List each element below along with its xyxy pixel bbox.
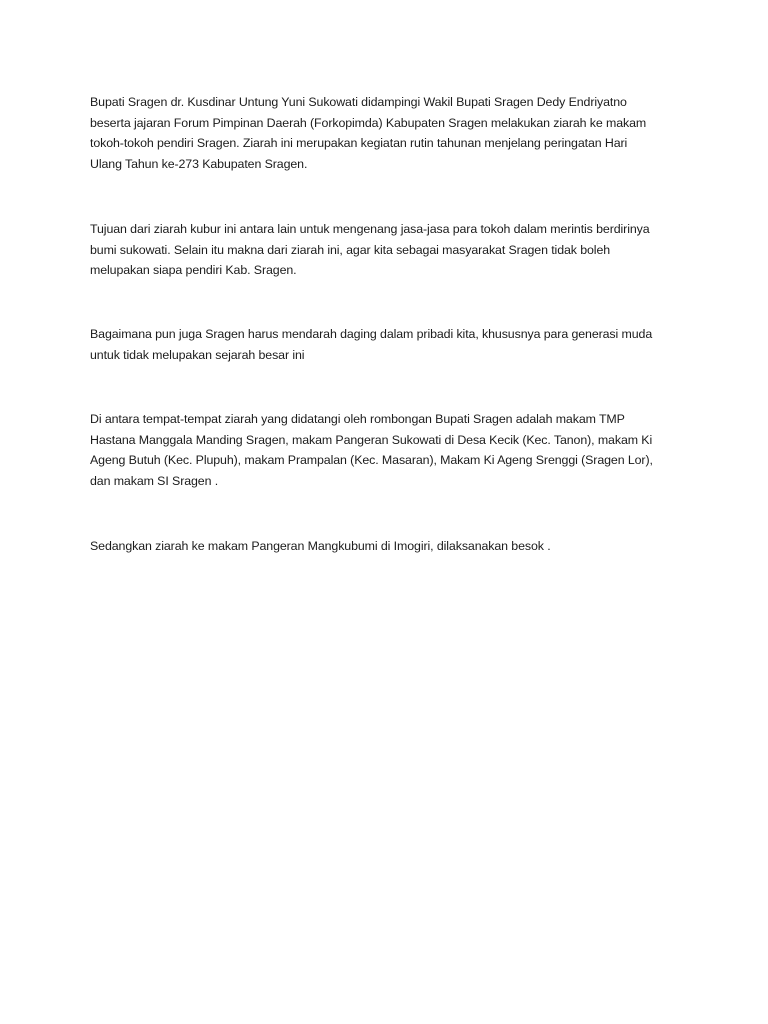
text-line: Ulang Tahun ke-273 Kabupaten Sragen. (90, 156, 308, 171)
text-line: Bupati Sragen dr. Kusdinar Untung Yuni Sukowati didampingi Wakil Bupati Sragen Dedy Endriyatno (90, 95, 627, 109)
paragraph-1 (90, 92, 680, 174)
text-line: Tujuan dari ziarah kubur ini antara lain untuk mengenang jasa-jasa para tokoh dalam merintis berdirinya (90, 222, 650, 236)
text-line: Ageng Butuh (Kec. Plupuh), makam Prampalan (Kec. Masaran), Makam Ki Ageng Srenggi (Sragen Lor), (90, 453, 653, 467)
text-line: Bagaimana pun juga Sragen harus mendarah daging dalam pribadi kita, khususnya para generasi muda (90, 327, 653, 341)
paragraph-4 (90, 409, 680, 491)
paragraph-5 (90, 536, 680, 557)
text-line: Di antara tempat-tempat ziarah yang didatangi oleh rombongan Bupati Sragen adalah makam TMP (90, 412, 625, 426)
text-line: tokoh-tokoh pendiri Sragen. Ziarah ini merupakan kegiatan rutin tahunan menjelang peringatan Hari (90, 136, 628, 150)
text-line: bumi sukowati. Selain itu makna dari ziarah ini, agar kita sebagai masyarakat Sragen tidak boleh (90, 242, 611, 257)
text-line: beserta jajaran Forum Pimpinan Daerah (Forkopimda) Kabupaten Sragen melakukan ziarah ke makam (90, 115, 647, 130)
paragraph-3 (90, 324, 680, 365)
text-line: melupakan siapa pendiri Kab. Sragen. (90, 263, 297, 277)
text-line: Sedangkan ziarah ke makam Pangeran Mangkubumi di Imogiri, dilaksanakan besok . (90, 539, 551, 553)
paragraph-2 (90, 219, 680, 281)
text-line: untuk tidak melupakan sejarah besar ini (90, 347, 305, 362)
text-line: Hastana Manggala Manding Sragen, makam Pangeran Sukowati di Desa Kecik (Kec. Tanon), makam Ki (90, 432, 653, 447)
text-line: dan makam SI Sragen . (90, 473, 219, 488)
